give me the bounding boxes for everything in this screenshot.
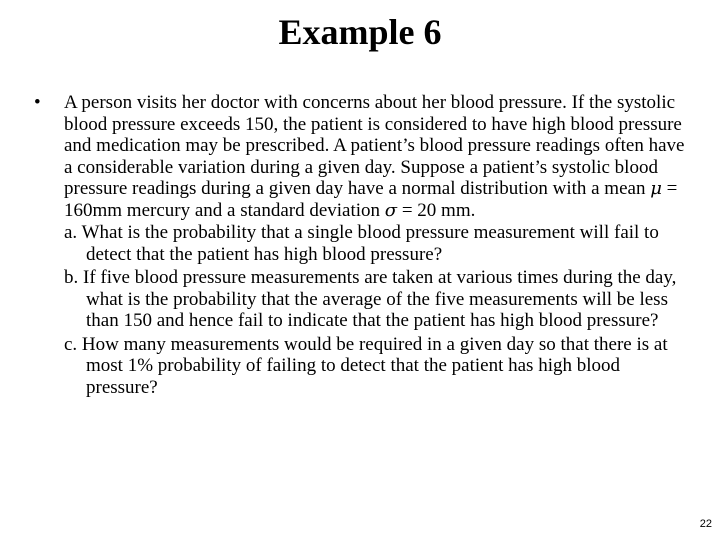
sigma-symbol: σ xyxy=(384,199,398,221)
bullet-content xyxy=(64,92,694,398)
mu-symbol: μ xyxy=(650,178,662,199)
slide-body xyxy=(34,92,694,398)
bullet-item xyxy=(34,92,694,398)
slide-title: Example 6 xyxy=(278,12,442,52)
question-c: c. How many measurements would be required in a given day so that there is at most 1% probability of failing to detect that the patient has high blood pressure? xyxy=(64,333,668,398)
problem-statement xyxy=(64,92,694,221)
problem-text-part3: = 20 mm. xyxy=(397,199,476,221)
question-a: a. What is the probability that a single blood pressure measurement will fail to detect that the patient has high blood pressure? xyxy=(64,222,659,265)
bullet-icon: • xyxy=(34,92,41,113)
question-b: b. If five blood pressure measurements are taken at various times during the day, what is the probability that the average of the five measurements will be less than 150 and hence fail to indicate that the patient has high blood pressure? xyxy=(64,267,677,331)
problem-text-part1: A person visits her doctor with concerns about her blood pressure. If the systolic blood pressure exceeds 150, the patient is considered to have high blood pressure and medication may be prescribed. A patient’s blood pressure readings often have a considerable variation during a given day. Suppose a patient’s systolic blood pressure readings during a given day have a normal distribution with a mean xyxy=(64,92,685,199)
problem-text-part2: = 160mm mercury and a standard deviation xyxy=(64,178,678,221)
page-number: 22 xyxy=(699,518,712,530)
